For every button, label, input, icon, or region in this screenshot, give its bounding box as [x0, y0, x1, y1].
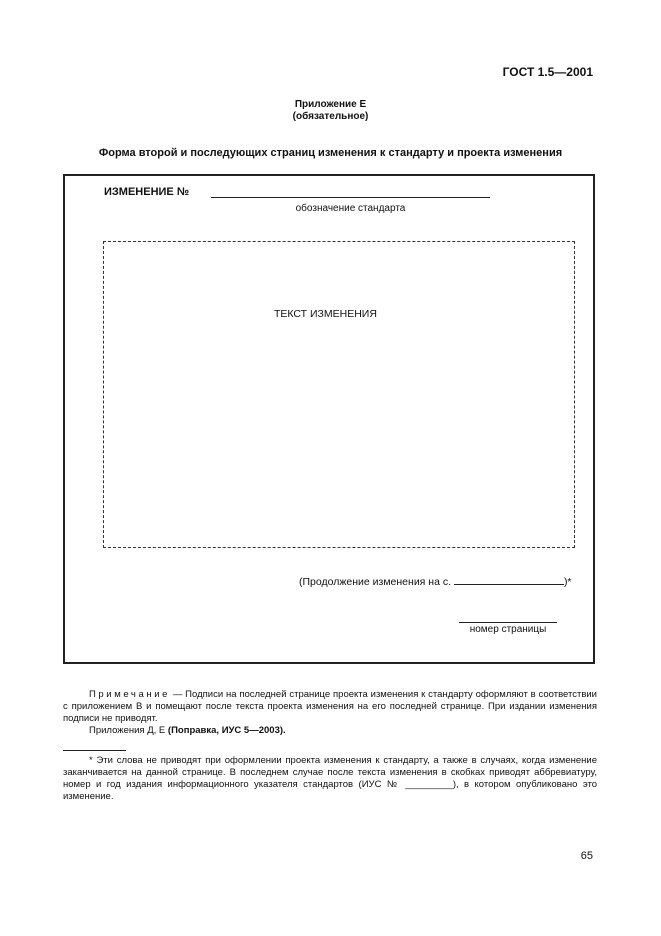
page-number-caption: номер страницы [469, 624, 547, 635]
note-label: Примечание [89, 689, 170, 700]
footnote-text: * Эти слова не приводят при оформлении проекта изменения к стандарту, а также в случаях, когда изменение заканчивается на данной странице. В последнем случае после текста изменения в скобках приводят аббревиатуру, номер и год издания информационного указателя стандартов (ИУС № _________), в котором опубликовано это изменение. [63, 755, 597, 802]
continuation-suffix: )* [563, 576, 572, 588]
page-number: 65 [580, 850, 593, 862]
standard-designation-caption: обозначение стандарта [295, 203, 406, 214]
amendment-prefix: Приложения Д, Е [89, 725, 168, 736]
change-number-label: ИЗМЕНЕНИЕ № [104, 186, 190, 198]
amendment-reference: (Поправка, ИУС 5—2003). [167, 725, 286, 736]
standard-designation-line [211, 197, 490, 198]
continuation-line [299, 574, 572, 588]
continuation-blank [454, 574, 564, 585]
note-paragraph [63, 689, 597, 725]
footnote-block [63, 755, 597, 803]
note-text: — Подписи на последней странице проекта изменения к стандарту оформляют в соответствии с приложением В и помещают после текста проекта изменения на его последней странице. При издании изменения подписи не приводят. [63, 689, 597, 724]
page-number-line [459, 622, 557, 623]
document-header: ГОСТ 1.5—2001 [502, 65, 593, 79]
change-text-label: ТЕКСТ ИЗМЕНЕНИЯ [274, 308, 377, 320]
continuation-prefix: (Продолжение изменения на с. [299, 576, 452, 588]
appendix-title: Приложение Е [294, 99, 367, 110]
amendment-line [63, 725, 597, 737]
note-block [63, 689, 597, 737]
footnote-separator [63, 750, 126, 751]
appendix-status: (обязательное) [292, 111, 369, 122]
form-title: Форма второй и последующих страниц изменения к стандарту и проекта изменения [98, 147, 563, 159]
appendix-heading [0, 99, 661, 123]
change-text-area [103, 241, 575, 548]
